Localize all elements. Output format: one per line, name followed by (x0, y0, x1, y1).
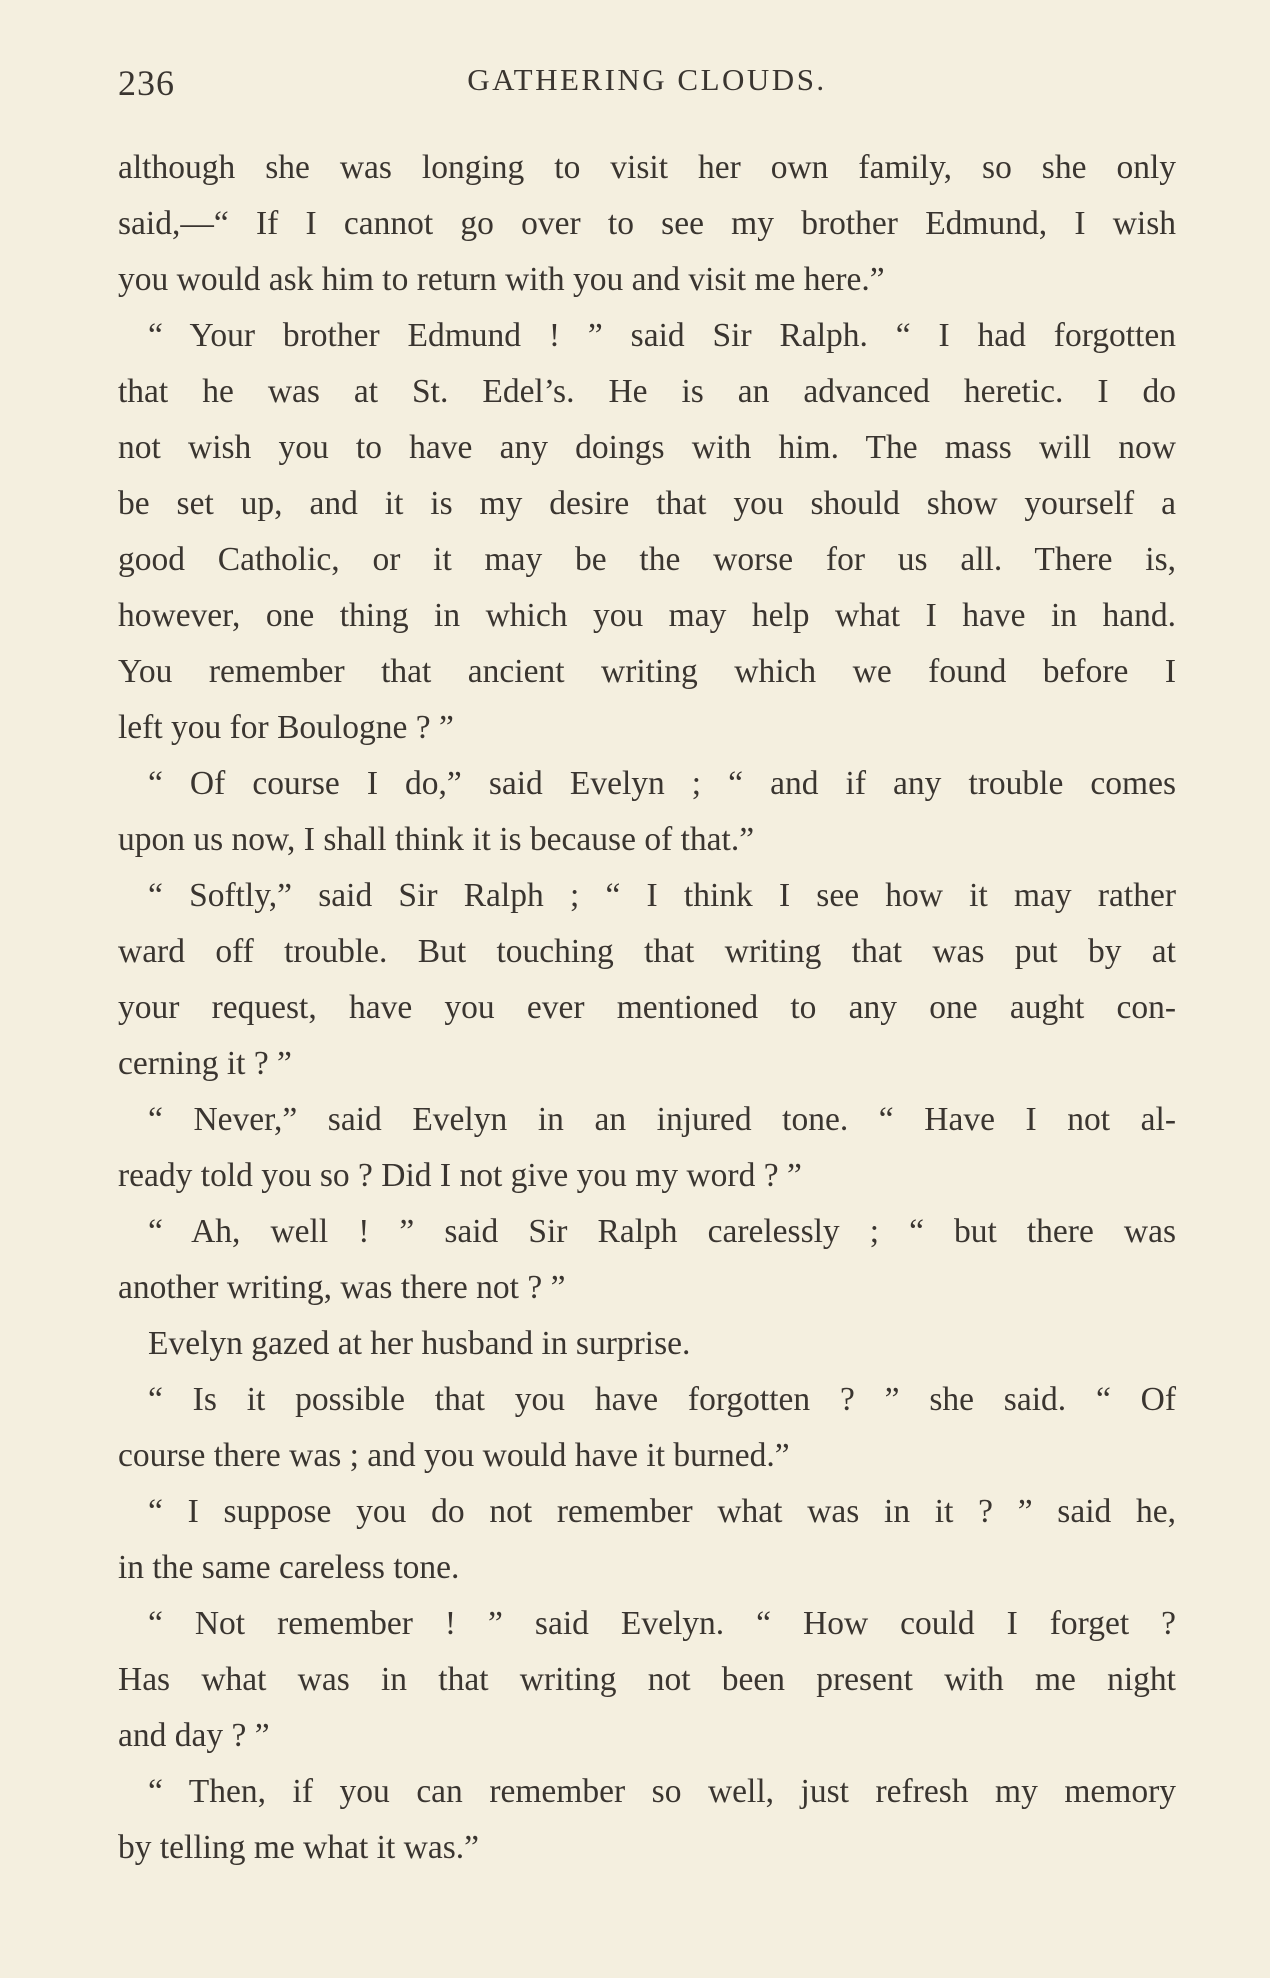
text-line: good Catholic, or it may be the worse for us all. There is, (118, 541, 1176, 578)
running-title: GATHERING CLOUDS. (467, 62, 827, 97)
text-line: cerning it ? ” (118, 1045, 292, 1082)
text-line: upon us now, I shall think it is because of that.” (118, 821, 755, 858)
text-line: another writing, was there not ? ” (118, 1269, 566, 1306)
text-line: “ Not remember ! ” said Evelyn. “ How could I forget ? (148, 1605, 1176, 1642)
text-line: although she was longing to visit her own family, so she only (118, 149, 1176, 186)
text-line: not wish you to have any doings with him. The mass will now (118, 429, 1176, 466)
text-line: ward off trouble. But touching that writing that was put by at (118, 933, 1176, 970)
text-line: however, one thing in which you may help what I have in hand. (118, 597, 1176, 634)
text-line: course there was ; and you would have it burned.” (118, 1437, 790, 1474)
text-line: You remember that ancient writing which we found before I (118, 653, 1176, 690)
text-line: “ Your brother Edmund ! ” said Sir Ralph. “ I had forgotten (148, 317, 1176, 354)
page-number: 236 (118, 63, 175, 103)
text-line: that he was at St. Edel’s. He is an advanced heretic. I do (118, 373, 1176, 410)
text-line: said,—“ If I cannot go over to see my brother Edmund, I wish (118, 205, 1176, 242)
text-line: and day ? ” (118, 1717, 270, 1754)
text-line: “ Then, if you can remember so well, just refresh my memory (148, 1773, 1176, 1810)
text-line: “ I suppose you do not remember what was in it ? ” said he, (148, 1493, 1176, 1530)
text-line: Evelyn gazed at her husband in surprise. (148, 1325, 691, 1362)
text-line: “ Ah, well ! ” said Sir Ralph carelessly ; “ but there was (148, 1213, 1176, 1250)
text-line: ready told you so ? Did I not give you my word ? ” (118, 1157, 802, 1194)
text-line: your request, have you ever mentioned to any one aught con- (118, 989, 1176, 1026)
text-line: by telling me what it was.” (118, 1829, 479, 1866)
text-line: Has what was in that writing not been present with me night (118, 1661, 1176, 1698)
text-line: “ Is it possible that you have forgotten ? ” she said. “ Of (148, 1381, 1176, 1418)
text-line: be set up, and it is my desire that you should show yourself a (118, 485, 1176, 522)
running-head (118, 62, 1176, 112)
text-line: left you for Boulogne ? ” (118, 709, 454, 746)
text-line: “ Never,” said Evelyn in an injured tone. “ Have I not al- (148, 1101, 1176, 1138)
text-line: “ Softly,” said Sir Ralph ; “ I think I see how it may rather (148, 877, 1176, 914)
text-line: you would ask him to return with you and visit me here.” (118, 261, 885, 298)
body-text (118, 140, 1176, 1876)
text-line: in the same careless tone. (118, 1549, 460, 1586)
text-line: “ Of course I do,” said Evelyn ; “ and if any trouble comes (148, 765, 1176, 802)
